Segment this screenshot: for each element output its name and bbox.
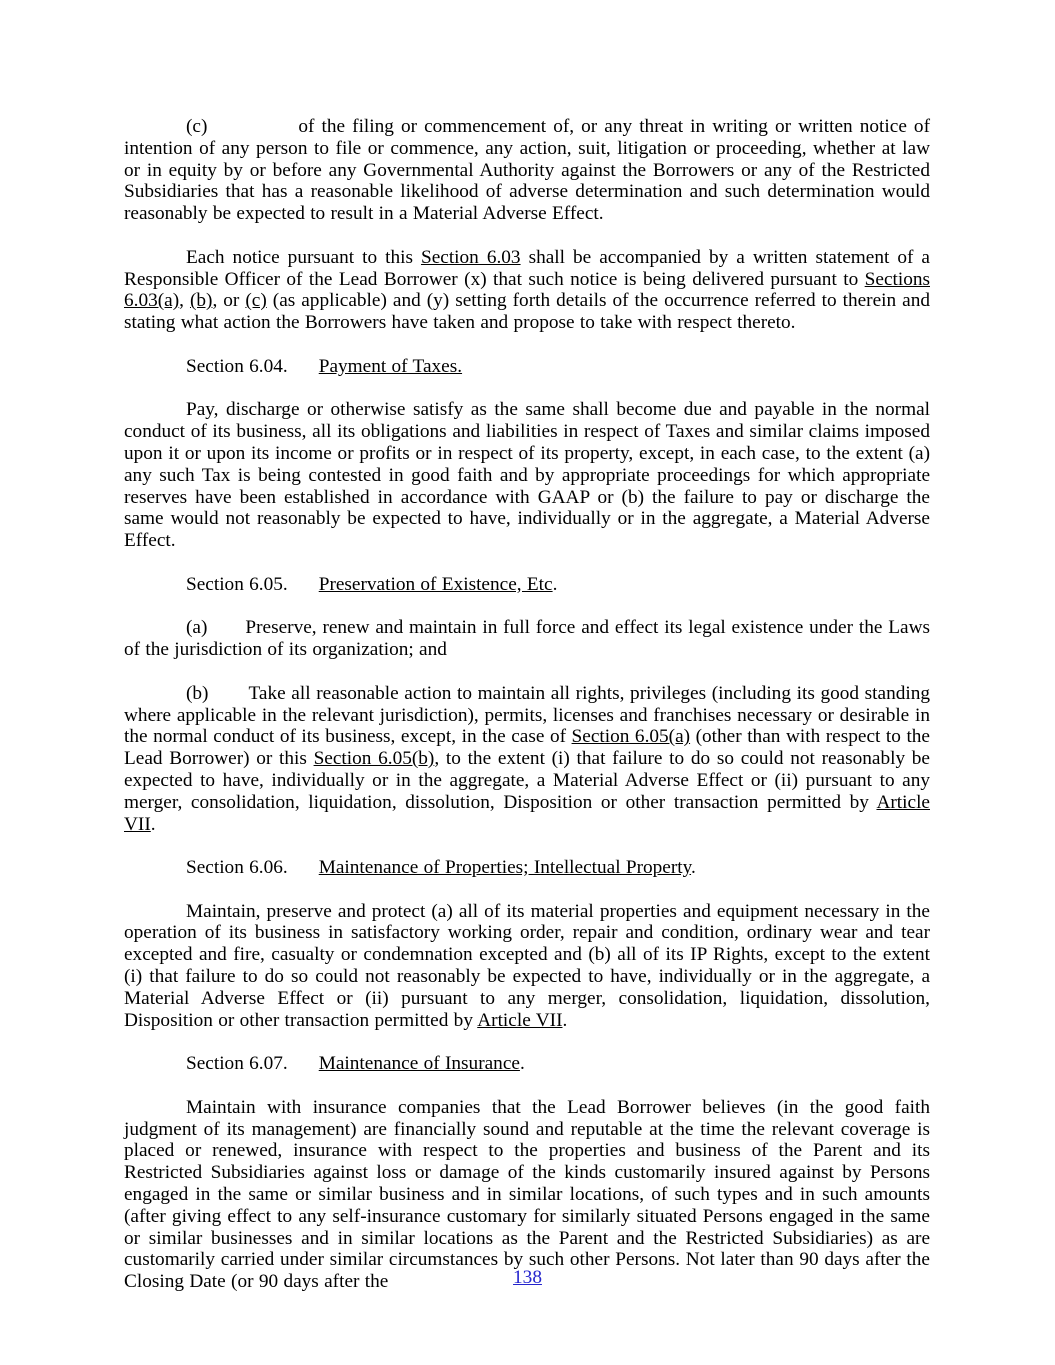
paragraph: [124, 683, 930, 836]
list-marker: (c): [186, 116, 208, 137]
paragraph: [124, 116, 930, 225]
section-number: Section 6.05.: [186, 573, 288, 595]
text-run: ,: [179, 290, 190, 312]
text-run: .: [552, 573, 558, 595]
list-marker: (a): [186, 617, 208, 639]
cross-reference: Article VII: [477, 1009, 563, 1031]
text-run: Maintain, preserve and protect (a) all of its material properties and equipment necessary in the operation of its business in satisfactory working order, repair and condition, ordinary wear and tear excepted and fire, casualty or condemnation excepted and (b) all of its IP Rights, except to the extent (i) that failure to do so could not reasonably be expected to have, individually or in the aggregate, a Material Adverse Effect or (ii) pursuant to any merger, consolidation, liquidation, dissolution, Disposition or other transaction permitted by: [124, 900, 930, 1031]
cross-reference: Section 6.03: [420, 246, 521, 268]
section-heading: [124, 574, 930, 596]
text-run: (other than with respect to the Lead Borrower) or this: [124, 726, 930, 770]
section-heading: [124, 857, 930, 879]
document-body: [124, 116, 930, 1293]
cross-reference: (c): [245, 290, 267, 312]
text-run: shall be accompanied by a written statement of a Responsible Officer of the Lead Borrower (x) that such notice is being delivered pursuant to: [124, 246, 930, 290]
tab-space: [288, 589, 319, 590]
text-run: of the filing or commencement of, or any threat in writing or written notice of intention of any person to file or commence, any action, suit, litigation or proceeding, whether at law or in equity by or before any Governmental Authority against the Borrowers or any of the Restricted Subsidiaries that has a reasonable likelihood of adverse determination and such determination would reasonably be expected to result in a Material Adverse Effect.: [124, 116, 930, 225]
cross-reference: (b): [189, 290, 213, 312]
page-footer: [0, 1267, 1055, 1289]
tab-space: [207, 131, 298, 132]
cross-reference: Section 6.05(a): [571, 726, 691, 748]
text-run: Pay, discharge or otherwise satisfy as the same shall become due and payable in the normal conduct of its business, all its obligations and liabilities in respect of Taxes and similar claims imposed upon it or upon its income or profits or in respect of its property, except, in each case, to the extent (a) any such Tax is being contested in good faith and by appropriate proceedings for which appropriate reserves have been established in accordance with GAAP or (b) the failure to pay or discharge the same would not reasonably be expected to have, individually or in the aggregate, a Material Adverse Effect.: [124, 399, 930, 552]
text-run: , to the extent (i) that failure to do so could not reasonably be expected to have, individually or in the aggregate, a Material Adverse Effect or (ii) pursuant to any merger, consolidation, liquidation, dissolution, Disposition or other transaction permitted by: [124, 748, 930, 813]
section-number: Section 6.06.: [186, 857, 288, 879]
text-run: Take all reasonable action to maintain all rights, privileges (including its good standing where applicable in the relevant jurisdiction), permits, licenses and franchises necessary or desirable in the normal conduct of its business, except, in the case of: [124, 682, 930, 748]
paragraph: [124, 901, 930, 1032]
text-run: .: [150, 813, 156, 835]
tab-space: [288, 872, 319, 873]
text-run: Preserve, renew and maintain in full force and effect its legal existence under the Laws of the jurisdiction of its organization; and: [124, 617, 930, 661]
text-run: .: [519, 1053, 525, 1075]
text-run: , or: [212, 290, 246, 312]
section-title: Preservation of Existence, Etc: [318, 573, 553, 595]
section-title: Maintenance of Properties; Intellectual Property: [318, 857, 692, 879]
cross-reference: Sections 6.03(a): [124, 268, 930, 312]
section-heading: [124, 356, 930, 378]
section-title: Maintenance of Insurance: [318, 1053, 520, 1075]
paragraph: [124, 247, 930, 334]
section-number: Section 6.04.: [186, 355, 288, 377]
tab-space: [207, 632, 245, 633]
page-number-link[interactable]: 138: [513, 1267, 542, 1288]
list-marker: (b): [186, 682, 209, 704]
tab-space: [288, 1068, 319, 1069]
paragraph: [124, 617, 930, 661]
paragraph: [124, 1097, 930, 1293]
section-title: Payment of Taxes.: [318, 355, 463, 377]
text-run: .: [562, 1009, 568, 1031]
tab-space: [288, 371, 319, 372]
text-run: .: [691, 857, 696, 879]
section-heading: [124, 1053, 930, 1075]
text-run: (as applicable) and (y) setting forth details of the occurrence referred to therein and stating what action the Borrowers have taken and propose to take with respect thereto.: [124, 290, 930, 334]
cross-reference: Article VII: [124, 791, 930, 835]
cross-reference: Section 6.05(b): [313, 748, 435, 770]
text-run: Each notice pursuant to this: [186, 246, 421, 268]
paragraph: [124, 399, 930, 552]
section-number: Section 6.07.: [186, 1053, 288, 1075]
tab-space: [208, 698, 248, 699]
text-run: Maintain with insurance companies that the Lead Borrower believes (in the good faith judgment of its management) are financially sound and reputable at the time the relevant coverage is placed or renewed, insurance with respect to the properties and business of the Parent and its Restricted Subsidiaries against loss or damage of the kinds customarily insured against by Persons engaged in the same or similar business and in similar locations, of such types and in such amounts (after giving effect to any self-insurance customary for similarly situated Persons engaged in the same or similar businesses and in similar locations as the Parent and the Restricted Subsidiaries) as are customarily carried under similar circumstances by such other Persons. Not later than 90 days after the Closing Date (or 90 days after the: [124, 1096, 930, 1293]
